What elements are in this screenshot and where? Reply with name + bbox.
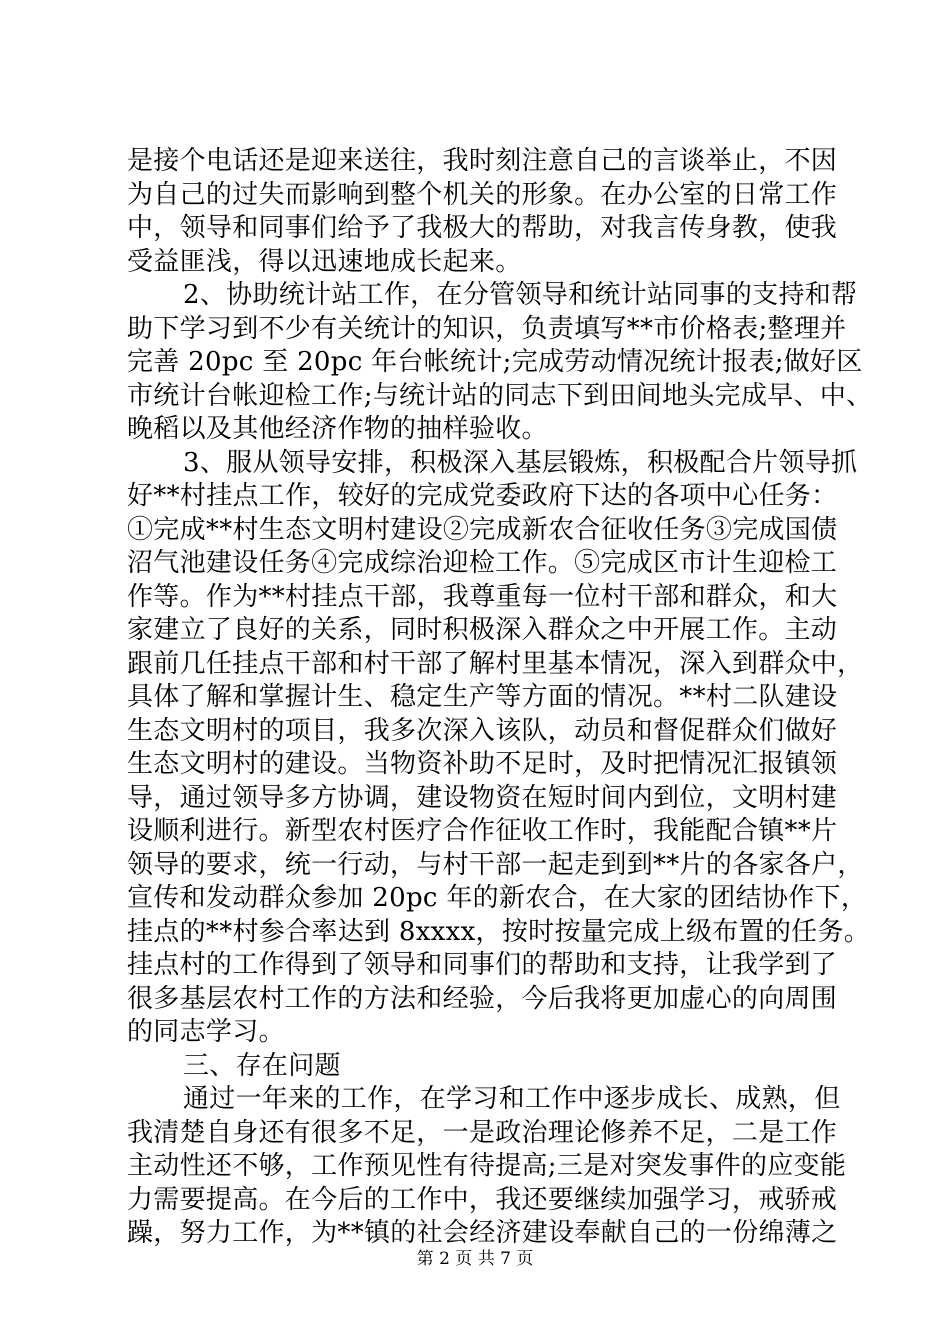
text-line: 晚稻以及其他经济作物的抽样验收。 [127, 414, 548, 444]
text-line: 力需要提高。在今后的工作中，我还要继续加强学习，戒骄戒 [127, 1184, 838, 1215]
text-line: 中，领导和同事们给予了我极大的帮助，对我言传身教，使我 [127, 213, 838, 243]
text-line: 市统计台帐迎检工作;与统计站的同志下到田间地头完成早、中、 [127, 380, 873, 411]
text-line: ①完成**村生态文明村建设②完成新农合征收任务③完成国债 [127, 514, 838, 545]
text-line: 躁，努力工作，为**镇的社会经济建设奉献自己的一份绵薄之 [127, 1218, 838, 1248]
text-line: 具体了解和掌握计生、稳定生产等方面的情况。**村二队建设 [127, 682, 838, 712]
text-line: 跟前几任挂点干部和村干部了解村里基本情况，深入到群众中， [127, 648, 864, 679]
text-line: 挂点的**村参合率达到 8xxxx，按时按量完成上级布置的任务。 [127, 916, 871, 947]
text-line: 作等。作为**村挂点干部，我尊重每一位村干部和群众，和大 [127, 581, 838, 612]
text-line: 宣传和发动群众参加 20pc 年的新农合，在大家的团结协作下， [127, 883, 868, 913]
text-line: 2、协助统计站工作，在分管领导和统计站同事的支持和帮 [183, 280, 858, 310]
text-line: 三、存在问题 [183, 1050, 341, 1081]
text-line: 挂点村的工作得到了领导和同事们的帮助和支持，让我学到了 [127, 950, 838, 980]
page-footer: 第 2 页 共 7 页 [416, 1249, 534, 1269]
text-line: 家建立了良好的关系，同时积极深入群众之中开展工作。主动 [127, 615, 838, 645]
text-line: 为自己的过失而影响到整个机关的形象。在办公室的日常工作 [127, 179, 838, 210]
text-line: 导，通过领导多方协调，建设物资在短时间内到位，文明村建 [127, 782, 838, 813]
text-line: 生态文明村的项目，我多次深入该队，动员和督促群众们做好 [127, 715, 838, 746]
text-line: 好**村挂点工作，较好的完成党委政府下达的各项中心任务： [127, 481, 838, 511]
text-line: 的同志学习。 [127, 1017, 285, 1047]
text-line: 沼气池建设任务④完成综治迎检工作。⑤完成区市计生迎检工 [127, 548, 838, 578]
text-line: 3、服从领导安排，积极深入基层锻炼，积极配合片领导抓 [183, 447, 858, 478]
text-line: 通过一年来的工作，在学习和工作中逐步成长、成熟，但 [183, 1084, 841, 1114]
text-line: 受益匪浅，得以迅速地成长起来。 [127, 246, 522, 277]
text-line: 很多基层农村工作的方法和经验，今后我将更加虚心的向周围 [127, 983, 838, 1014]
text-line: 生态文明村的建设。当物资补助不足时，及时把情况汇报镇领 [127, 749, 838, 779]
text-line: 是接个电话还是迎来送往，我时刻注意自己的言谈举止，不因 [127, 146, 838, 176]
text-line: 助下学习到不少有关统计的知识，负责填写**市价格表;整理并 [127, 313, 847, 344]
document-body [127, 145, 873, 1251]
text-line: 主动性还不够，工作预见性有待提高;三是对突发事件的应变能 [127, 1151, 847, 1181]
text-line: 完善 20pc 至 20pc 年台帐统计;完成劳动情况统计报表;做好区 [127, 347, 863, 377]
text-line: 领导的要求，统一行动，与村干部一起走到到**片的各家各户， [127, 849, 864, 880]
text-line: 我清楚自身还有很多不足，一是政治理论修养不足，二是工作 [127, 1117, 838, 1148]
text-line: 设顺利进行。新型农村医疗合作征收工作时，我能配合镇**片 [127, 816, 838, 846]
